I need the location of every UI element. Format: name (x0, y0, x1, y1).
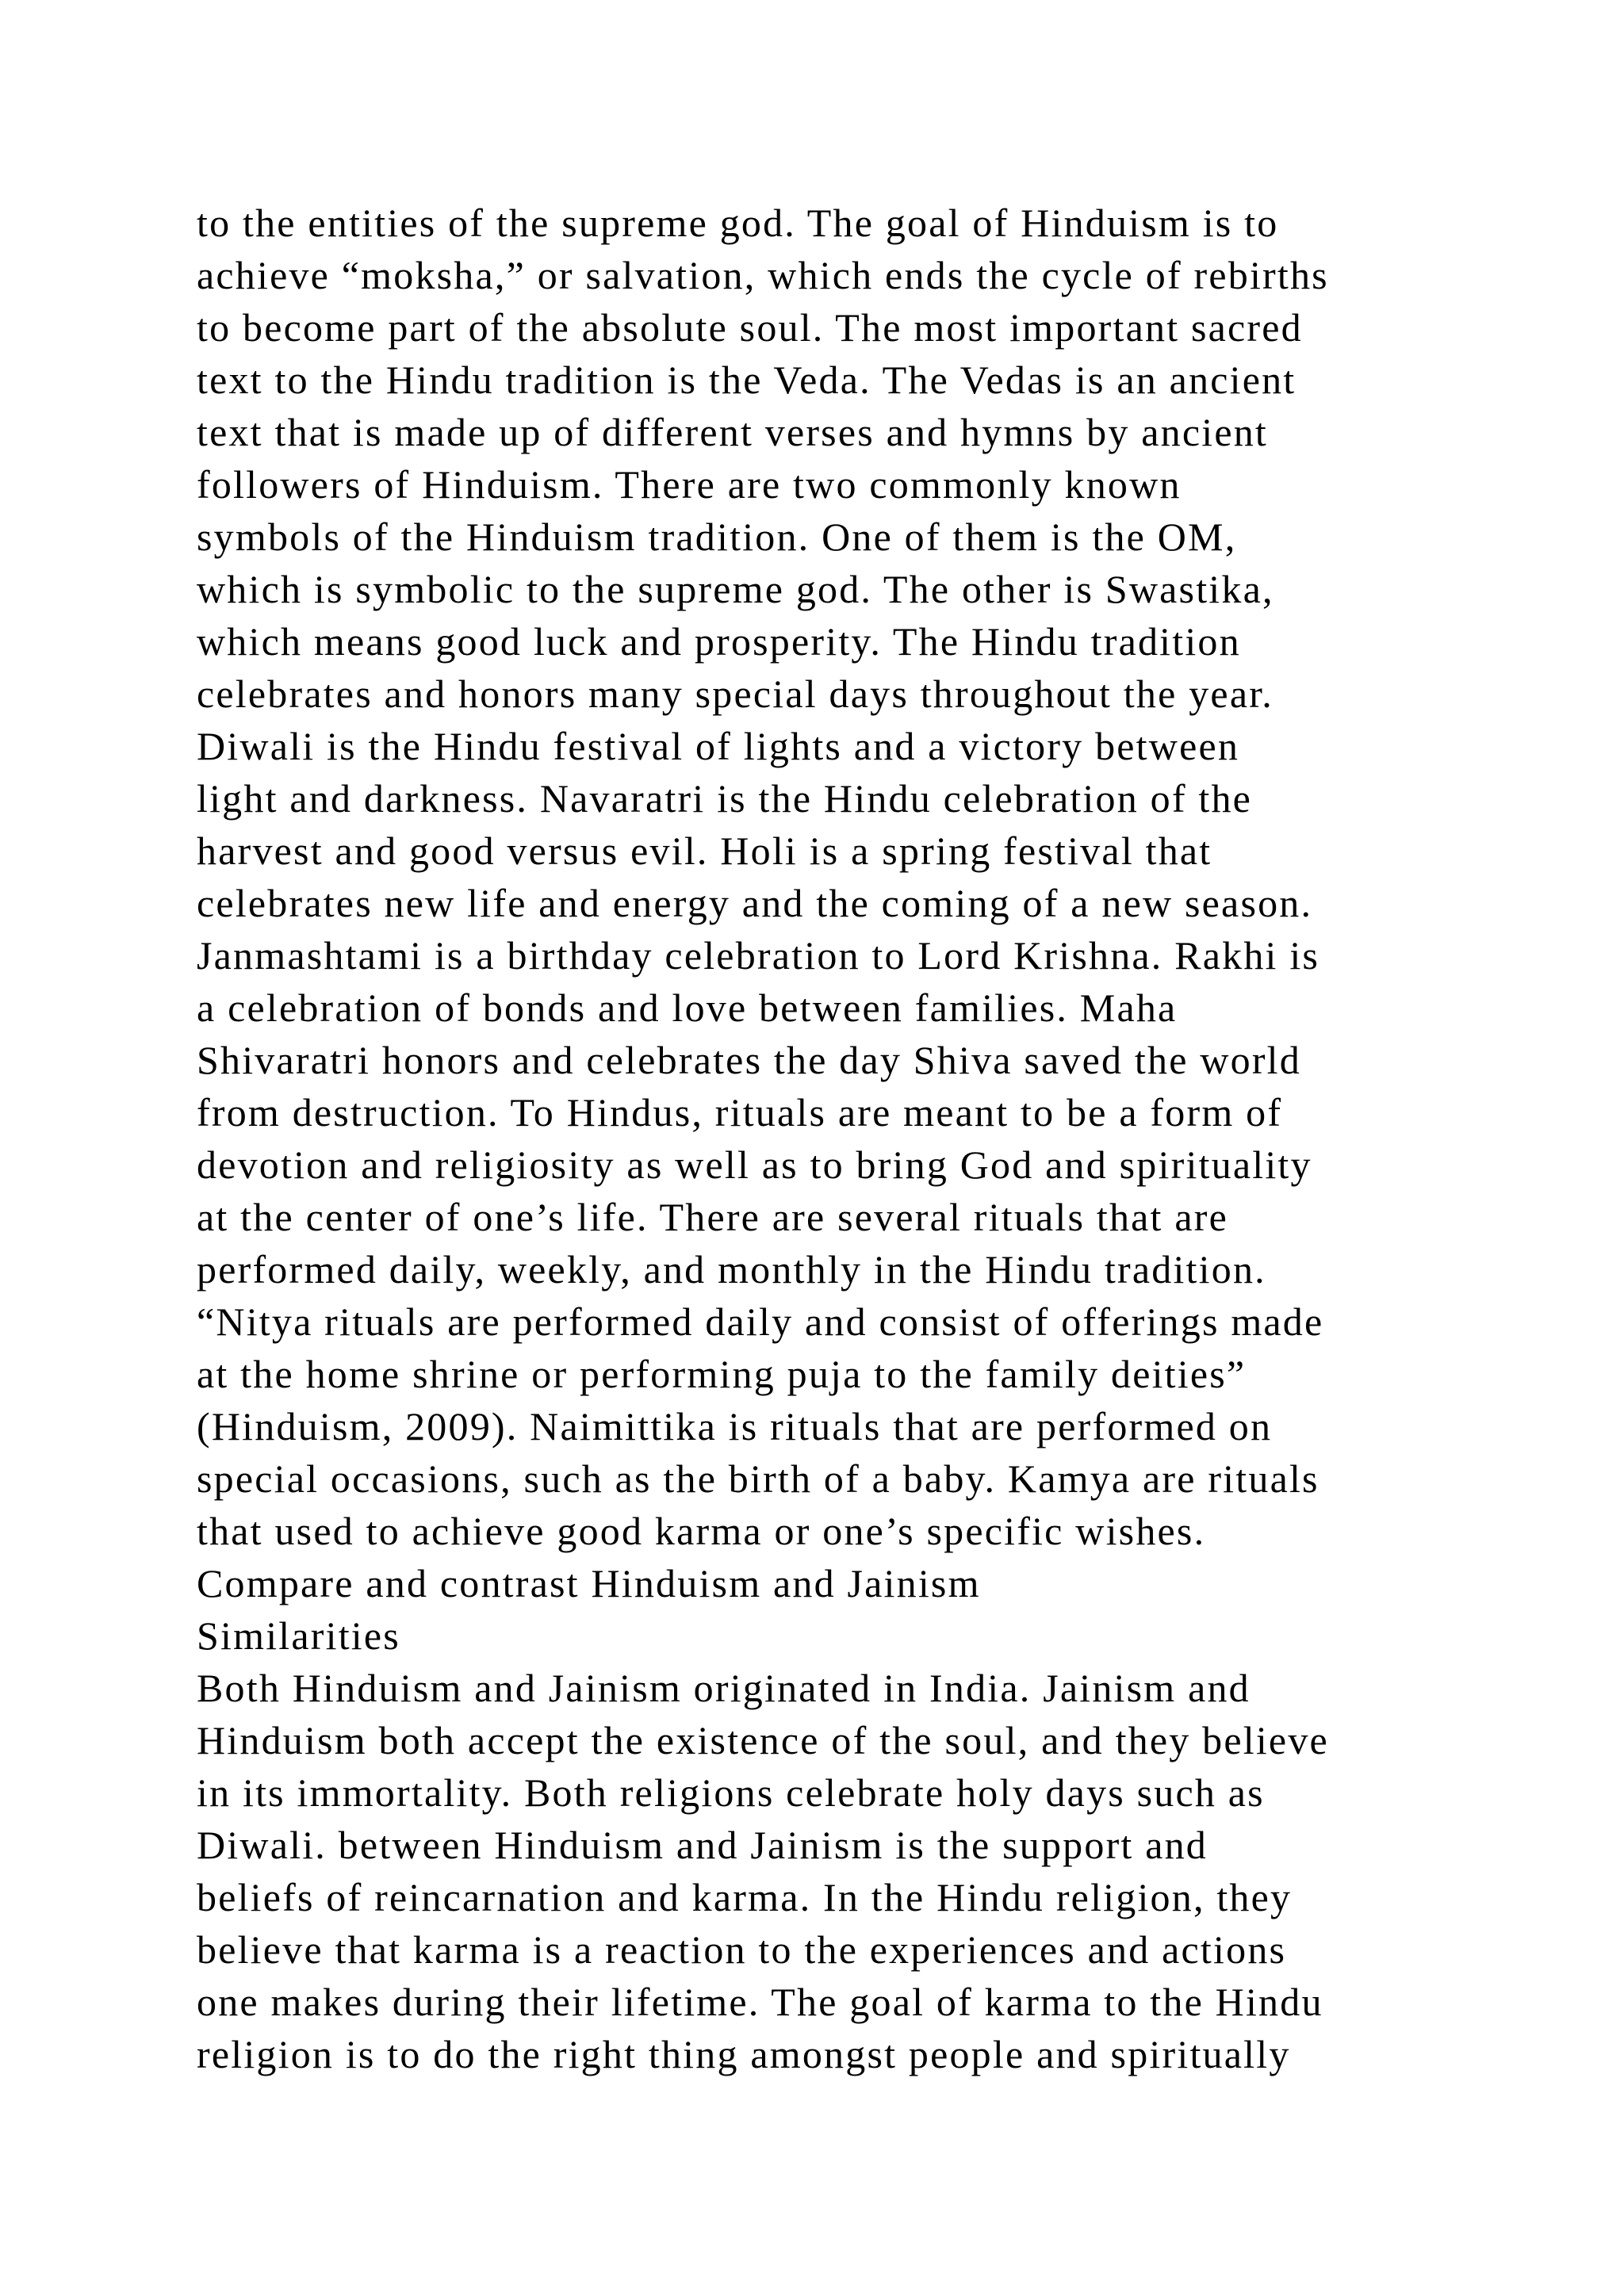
subsection-heading: Similarities (197, 1613, 400, 1658)
text-line: one makes during their lifetime. The goal of karma to the Hindu (197, 1980, 1323, 2024)
text-line: a celebration of bonds and love between families. Maha (197, 985, 1178, 1030)
text-line: believe that karma is a reaction to the experiences and actions (197, 1927, 1287, 1972)
text-line: which means good luck and prosperity. The Hindu tradition (197, 619, 1241, 664)
text-line: devotion and religiosity as well as to bring God and spirituality (197, 1142, 1312, 1187)
text-line: beliefs of reincarnation and karma. In the Hindu religion, they (197, 1875, 1293, 1919)
text-line: at the home shrine or performing puja to the family deities” (197, 1352, 1247, 1396)
text-line: Janmashtami is a birthday celebration to Lord Krishna. Rakhi is (197, 933, 1320, 978)
text-line: celebrates new life and energy and the coming of a new season. (197, 881, 1313, 925)
text-line: achieve “moksha,” or salvation, which ends the cycle of rebirths (197, 253, 1329, 297)
text-line: Shivaratri honors and celebrates the day Shiva saved the world (197, 1038, 1301, 1082)
text-line: Hinduism both accept the existence of the soul, and they believe (197, 1718, 1329, 1762)
text-line: to become part of the absolute soul. The most important sacred (197, 305, 1303, 350)
text-line: text that is made up of different verses and hymns by ancient (197, 410, 1268, 454)
text-line: symbols of the Hinduism tradition. One of them is the OM, (197, 515, 1237, 559)
text-line: Both Hinduism and Jainism originated in India. Jainism and (197, 1666, 1251, 1710)
text-line: celebrates and honors many special days throughout the year. (197, 672, 1274, 716)
text-line: followers of Hinduism. There are two commonly known (197, 462, 1182, 507)
text-line: performed daily, weekly, and monthly in the Hindu tradition. (197, 1247, 1266, 1292)
text-line: text to the Hindu tradition is the Veda. The Vedas is an ancient (197, 358, 1297, 402)
section-heading: Compare and contrast Hinduism and Jainism (197, 1561, 981, 1605)
text-line: that used to achieve good karma or one’s specific wishes. (197, 1509, 1206, 1553)
text-line: “Nitya rituals are performed daily and consist of offerings made (197, 1299, 1324, 1344)
text-line: religion is to do the right thing amongst people and spiritually (197, 2032, 1291, 2076)
text-line: to the entities of the supreme god. The goal of Hinduism is to (197, 201, 1279, 245)
text-line: Diwali is the Hindu festival of lights and a victory between (197, 724, 1240, 768)
text-line: (Hinduism, 2009). Naimittika is rituals that are performed on (197, 1404, 1273, 1448)
text-line: in its immortality. Both religions celebrate holy days such as (197, 1770, 1265, 1815)
text-line: Diwali. between Hinduism and Jainism is the support and (197, 1823, 1208, 1867)
text-line: from destruction. To Hindus, rituals are meant to be a form of (197, 1090, 1283, 1135)
body-text (197, 197, 1497, 2080)
text-line: which is symbolic to the supreme god. The other is Swastika, (197, 567, 1274, 611)
text-line: light and darkness. Navaratri is the Hindu celebration of the (197, 776, 1253, 821)
text-line: at the center of one’s life. There are several rituals that are (197, 1195, 1228, 1239)
text-line: harvest and good versus evil. Holi is a spring festival that (197, 828, 1212, 873)
text-line: special occasions, such as the birth of a baby. Kamya are rituals (197, 1456, 1320, 1501)
